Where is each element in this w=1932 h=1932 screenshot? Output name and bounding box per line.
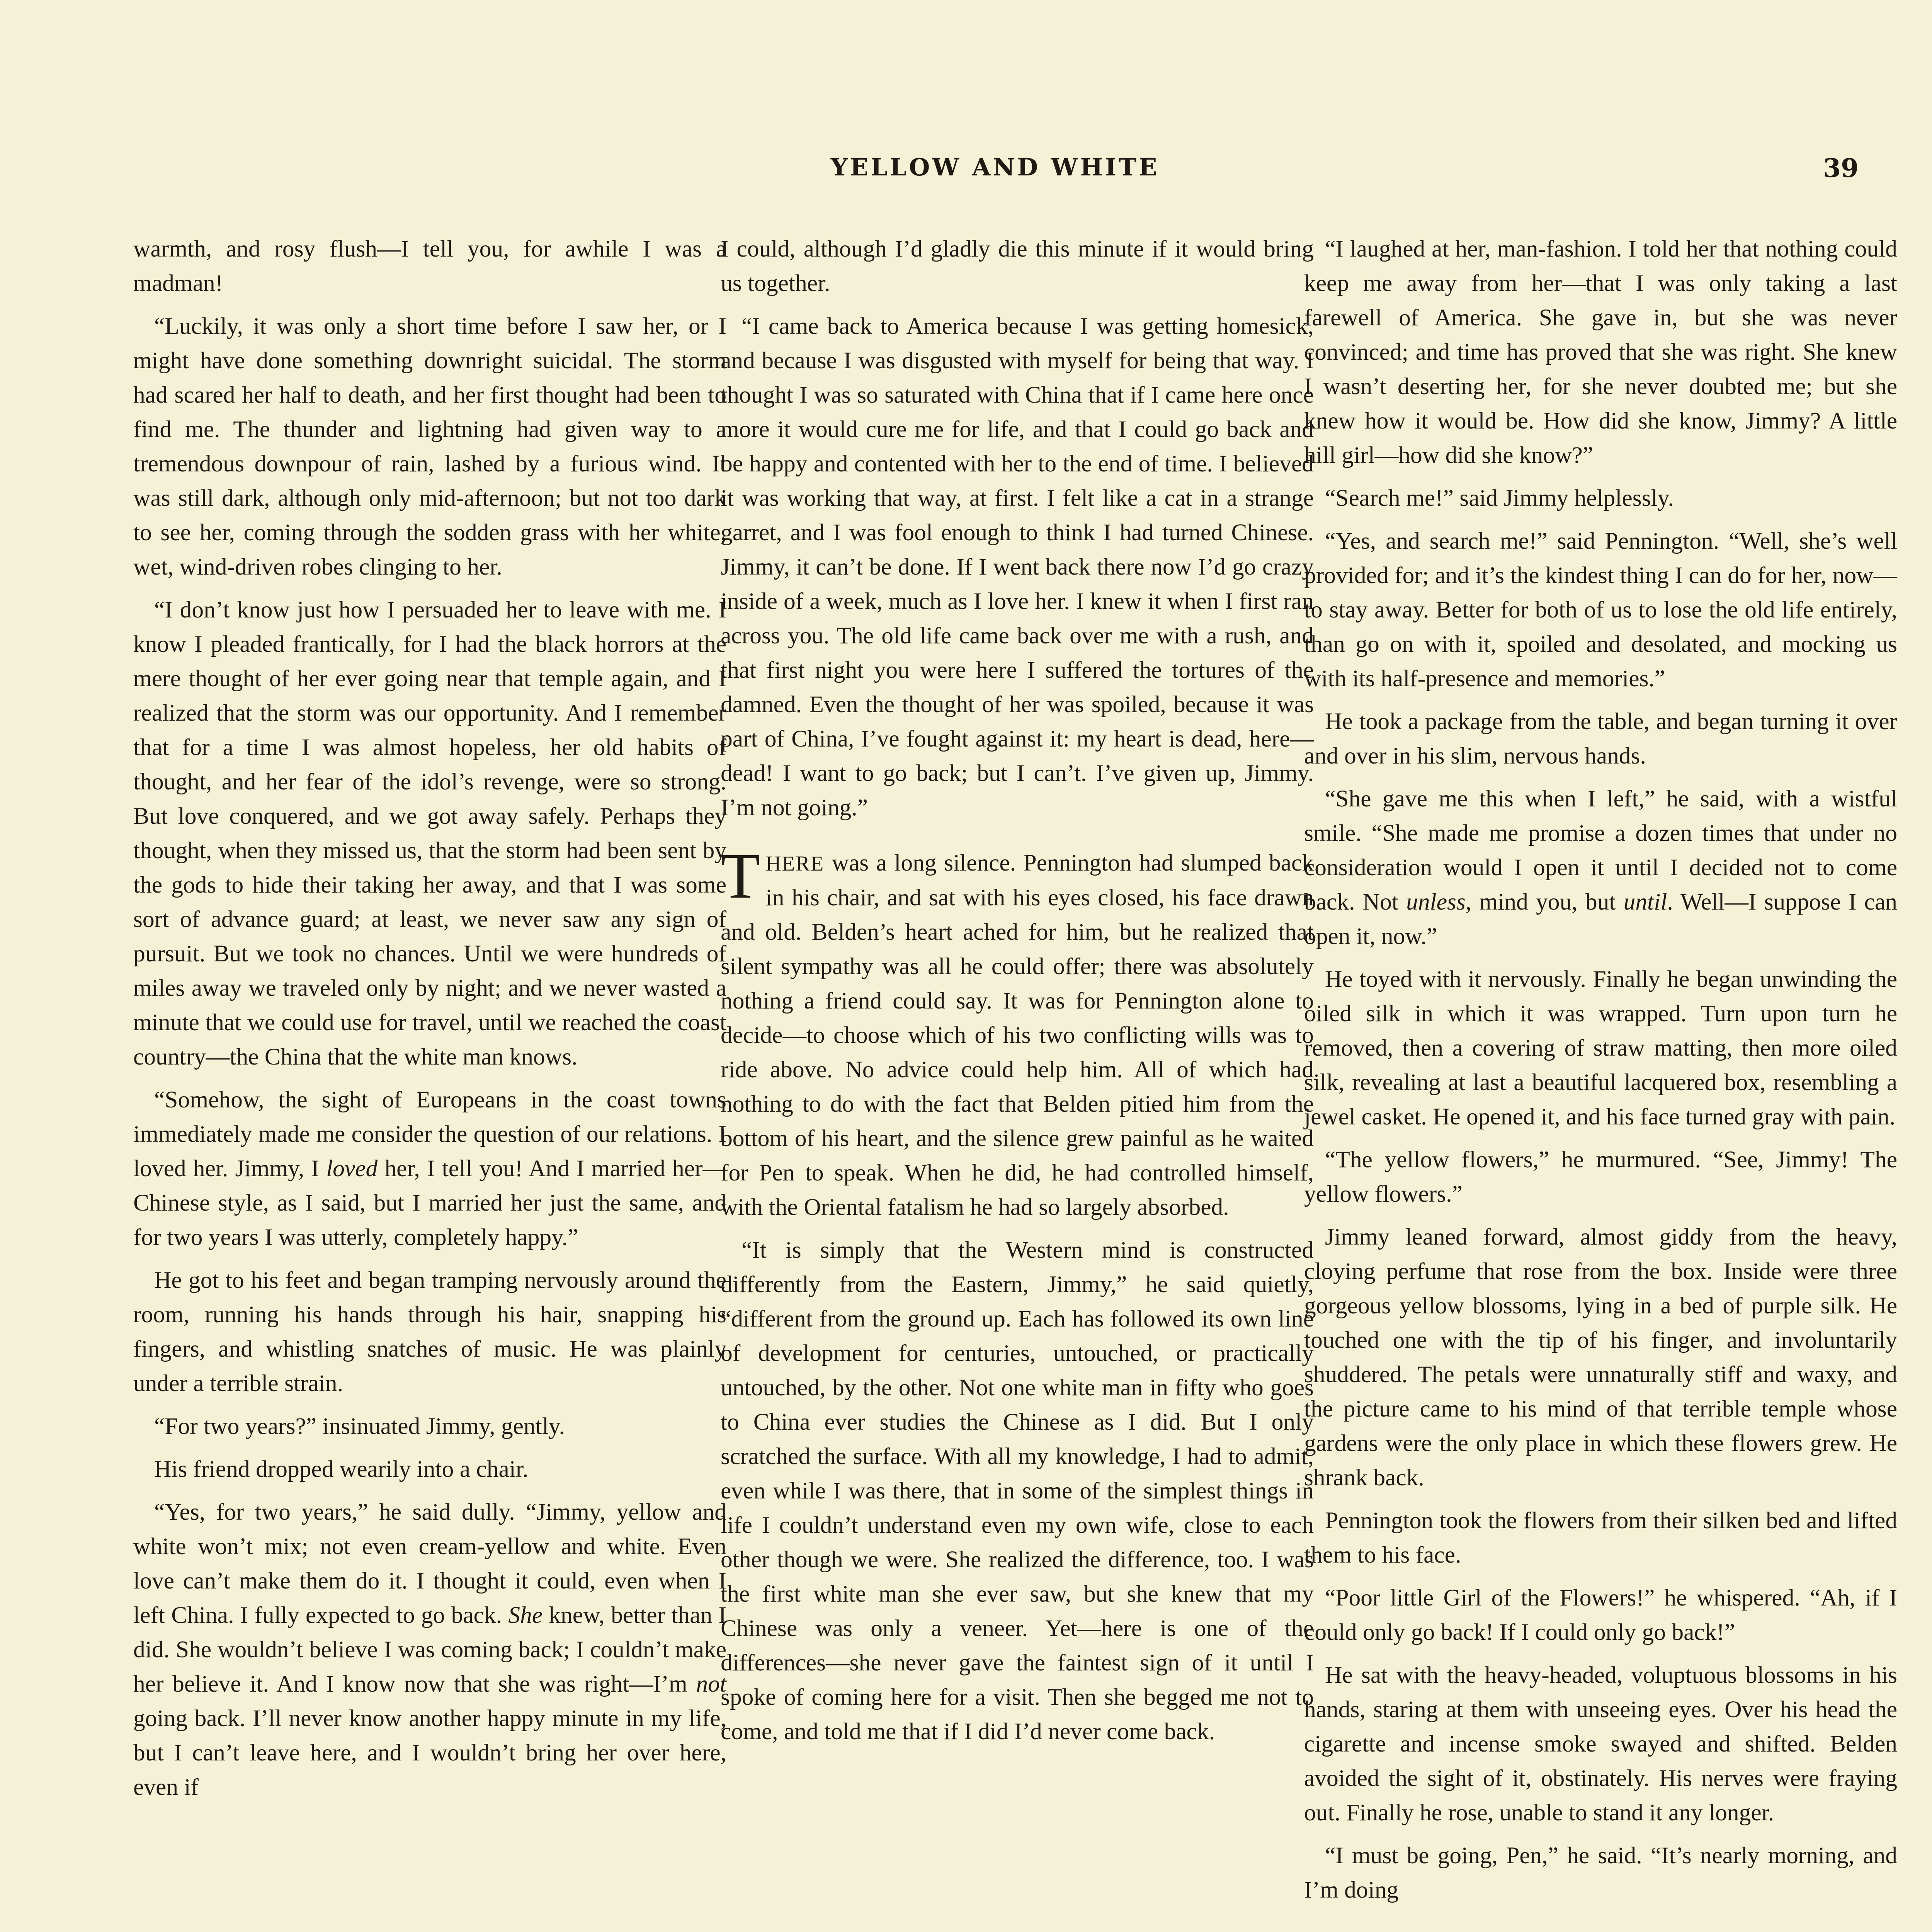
paragraph: Pennington took the flowers from their silken bed and lifted them to his face. (1304, 1507, 1897, 1568)
emphasis: until (1623, 889, 1667, 915)
text-column-3 (1304, 232, 1897, 1916)
text-run: . Well—I suppose I can open it, now.” (1304, 889, 1897, 949)
small-caps-lead: HERE (765, 852, 825, 875)
text-run: “Yes, for two years,” he said dully. “Jimmy, yellow and white won’t mix; not even cream-yellow and white. Even love can’t make them do it. I thought it could, even when I left China. I fully expected to go back. (133, 1499, 726, 1628)
text-run: was a long silence. Pennington had slumped back in his chair, and sat with his eyes closed, his face drawn and old. Belden’s heart ached for him, but he realized that silent sympathy was all he could offer; there was absolutely nothing a friend could say. It was for Pennington alone to decide—to choose which of his two conflicting wills was to ride above. No advice could help him. All of which had nothing to do with the fact that Belden pitied him from the bottom of his heart, and the silence grew painful as he waited for Pen to speak. When he did, he had controlled himself, with the Oriental fatalism he had so largely absorbed. (721, 850, 1314, 1220)
emphasis: loved (326, 1155, 378, 1182)
emphasis: She (508, 1602, 543, 1628)
emphasis: not (696, 1671, 726, 1697)
text-run: knew, better than I did. She wouldn’t believe I was coming back; I couldn’t make her believe it. And I know now that she was right—I’m (133, 1602, 726, 1697)
paragraph: “Poor little Girl of the Flowers!” he whispered. “Ah, if I could only go back! If I could only go back!” (1304, 1585, 1897, 1645)
paragraph: “The yellow flowers,” he murmured. “See, Jimmy! The yellow flowers.” (1304, 1146, 1897, 1207)
paragraph: He took a package from the table, and began turning it over and over in his slim, nervous hands. (1304, 708, 1897, 769)
text-run: “She gave me this when I left,” he said, with a wistful smile. “She made me promise a dozen times that under no consideration would I open it until I decided not to come back. Not (1304, 786, 1897, 915)
paragraph: He sat with the heavy-headed, voluptuous blossoms in his hands, staring at them with unseeing eyes. Over his head the cigarette and incense smoke swayed and shifted. Belden avoided the sight of it, obstinately. His nerves were fraying out. Finally he rose, unable to stand it any longer. (1304, 1662, 1897, 1826)
paragraph (133, 1495, 726, 1804)
running-title: YELLOW AND WHITE (830, 153, 1160, 181)
paragraph: “Luckily, it was only a short time before I saw her, or I might have done something downright suicidal. The storm had scared her half to death, and her first thought had been to find me. The thunder and lightning had given way to a tremendous downpour of rain, lashed by a furious wind. It was still dark, although only mid-afternoon; but not too dark to see her, coming through the sodden grass with her white, wet, wind-driven robes clinging to her. (133, 313, 726, 580)
paragraph: “Yes, and search me!” said Pennington. “Well, she’s well provided for; and it’s the kindest thing I can do for her, now—to stay away. Better for both of us to lose the old life entirely, than go on with it, spoiled and desolated, and mocking us with its half-presence and memories.” (1304, 528, 1897, 692)
text-run: “Somehow, the sight of Europeans in the coast towns immediately made me consider the question of our relations. I loved her. Jimmy, I (133, 1087, 726, 1182)
paragraph: “It is simply that the Western mind is constructed differently from the Eastern, Jimmy,” he said quietly, “different from the ground up. Each has followed its own line of development for centuries, untouched, or practically untouched, by the other. Not one white man in fifty who goes to China ever studies the Chinese as I did. But I only scratched the surface. With all my knowledge, I had to admit, even while I was there, that in some of the simplest things in life I couldn’t understand even my own wife, close to each other though we were. She realized the difference, too. I was the first white man she ever saw, but she knew that my Chinese was only a veneer. Yet—here is one of the differences—she never gave the faintest sign of it until I spoke of coming here for a visit. Then she begged me not to come, and told me that if I did I’d never come back. (721, 1237, 1314, 1745)
paragraph: “I laughed at her, man-fashion. I told her that nothing could keep me away from her—that I was only taking a last farewell of America. She gave in, but she was never convinced; and time has proved that she was right. She knew I wasn’t deserting her, for she never doubted me; but she knew how it would be. How did she know, Jimmy? A little hill girl—how did she know?” (1304, 236, 1897, 468)
paragraph: He got to his feet and began tramping nervously around the room, running his hands through his hair, snapping his fingers, and whistling snatches of music. He was plainly under a terrible strain. (133, 1267, 726, 1396)
paragraph: “I must be going, Pen,” he said. “It’s nearly morning, and I’m doing (1304, 1842, 1897, 1903)
paragraph: “For two years?” insinuated Jimmy, gently. (154, 1413, 565, 1439)
paragraph (133, 1083, 726, 1255)
text-run: her, I tell you! And I married her—Chinese style, as I said, but I married her just the same, and for two years I was utterly, completely happy.” (133, 1155, 726, 1250)
text-run: , mind you, but (1465, 889, 1624, 915)
paragraph: His friend dropped wearily into a chair. (154, 1456, 529, 1482)
page-number: 39 (1823, 153, 1859, 183)
text-run: going back. I’ll never know another happy minute in my life, but I can’t leave here, and I wouldn’t bring her over here, even if (133, 1705, 726, 1800)
paragraph: “I came back to America because I was getting homesick, and because I was disgusted with myself for being that way. I thought I was so saturated with China that if I came here once more it would cure me for life, and that I could go back and be happy and contented with her to the end of time. I believed it was working that way, at first. I felt like a cat in a strange garret, and I was fool enough to think I had turned Chinese. Jimmy, it can’t be done. If I went back there now I’d go crazy inside of a week, much as I love her. I knew it when I first ran across you. The old life came back over me with a rush, and that first night you were here I suffered the tortures of the damned. Even the thought of her was spoiled, because it was part of China, I’ve fought against it: my heart is dead, here—dead! I want to go back; but I can’t. I’ve given up, Jimmy. I’m not going.” (721, 313, 1314, 821)
paragraph: I could, although I’d gladly die this minute if it would bring us together. (721, 236, 1314, 296)
text-column-1 (133, 232, 726, 1813)
drop-cap: T (721, 840, 760, 912)
section-opening-paragraph (721, 840, 1314, 1225)
paragraph: “Search me!” said Jimmy helplessly. (1325, 485, 1674, 511)
emphasis: unless (1406, 889, 1466, 915)
paragraph: He toyed with it nervously. Finally he began unwinding the oiled silk in which it was wrapped. Turn upon turn he removed, then a covering of straw matting, then more oiled silk, revealing at last a beautiful lacquered box, resembling a jewel casket. He opened it, and his face turned gray with pain. (1304, 966, 1897, 1130)
paragraph: Jimmy leaned forward, almost giddy from the heavy, cloying perfume that rose from the box. Inside were three gorgeous yellow blossoms, lying in a bed of purple silk. He touched one with the tip of his finger, and involuntarily shuddered. The petals were unnaturally stiff and waxy, and the picture came to his mind of that terrible temple whose gardens were the only place in which these flowers grew. He shrank back. (1304, 1224, 1897, 1491)
paragraph: “I don’t know just how I persuaded her to leave with me. I know I pleaded frantically, for I had the black horrors at the mere thought of her ever going near that temple again, and I realized that the storm was our opportunity. And I remember that for a time I was almost hopeless, her old habits of thought, and her fear of the idol’s revenge, were so strong. But love conquered, and we got away safely. Perhaps they thought, when they missed us, that the storm had been sent by the gods to hide their taking her away, and that I was some sort of advance guard; at least, we never saw any sign of pursuit. But we took no chances. Until we were hundreds of miles away we traveled only by night; and we never wasted a minute that we could use for travel, until we reached the coast country—the China that the white man knows. (133, 597, 726, 1070)
text-column-2 (721, 232, 1314, 1757)
paragraph (1304, 782, 1897, 954)
paragraph: warmth, and rosy flush—I tell you, for awhile I was a madman! (133, 236, 726, 296)
